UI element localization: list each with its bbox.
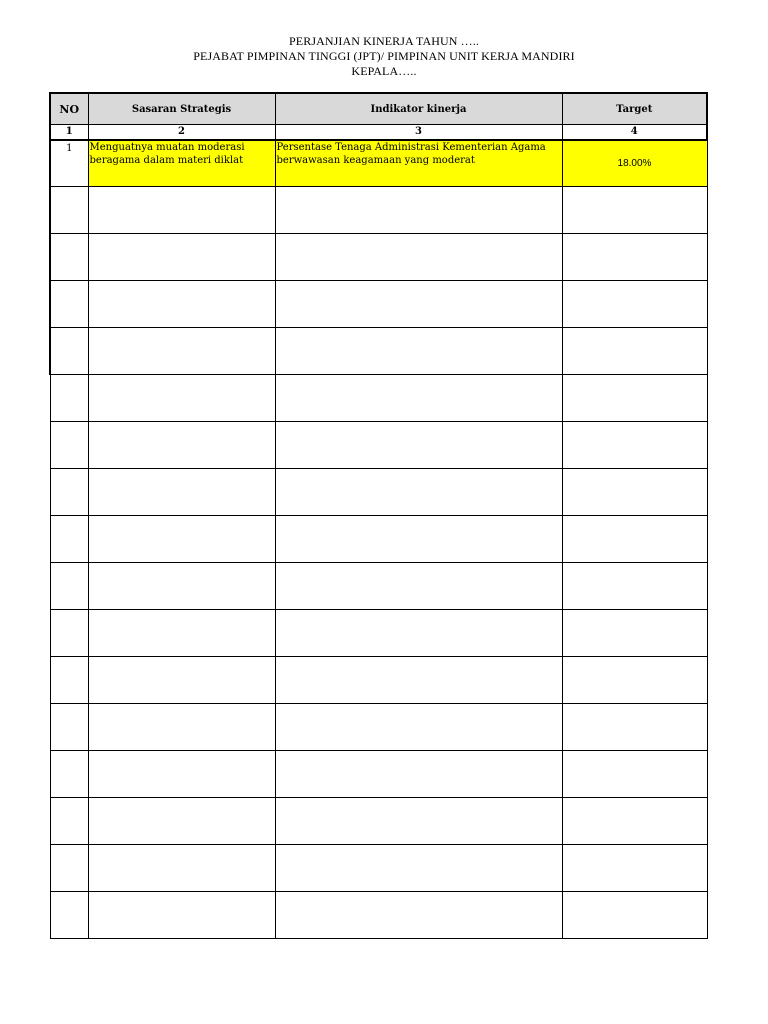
empty-cell — [275, 704, 562, 751]
empty-cell — [88, 563, 275, 610]
doc-title-line-1: PERJANJIAN KINERJA TAHUN ….. — [289, 34, 479, 48]
column-number-3: 3 — [275, 125, 562, 141]
empty-cell — [275, 469, 562, 516]
empty-cell — [562, 704, 707, 751]
row-indikator-kinerja: Persentase Tenaga Administrasi Kementerian Agama berwawasan keagamaan yang moderat — [275, 140, 562, 187]
empty-cell — [562, 234, 707, 281]
header-target: Target — [562, 93, 707, 125]
empty-cell — [50, 704, 88, 751]
empty-cell — [50, 422, 88, 469]
empty-cell — [275, 845, 562, 892]
table-row — [50, 516, 707, 563]
table-row — [50, 657, 707, 704]
empty-cell — [88, 516, 275, 563]
empty-cell — [50, 281, 88, 328]
empty-cell — [50, 610, 88, 657]
column-number-2: 2 — [88, 125, 275, 141]
empty-cell — [275, 751, 562, 798]
empty-cell — [50, 563, 88, 610]
empty-cell — [275, 798, 562, 845]
empty-cell — [562, 798, 707, 845]
row-no: 1 — [50, 140, 88, 187]
table-row — [50, 234, 707, 281]
table-row — [50, 845, 707, 892]
empty-cell — [88, 892, 275, 939]
header-indikator-kinerja: Indikator kinerja — [275, 93, 562, 125]
empty-cell — [562, 845, 707, 892]
row-target: 18.00% — [562, 140, 707, 187]
empty-cell — [562, 657, 707, 704]
empty-cell — [275, 281, 562, 328]
table-header-row — [50, 93, 707, 125]
empty-cell — [275, 563, 562, 610]
header-no: NO — [50, 93, 88, 125]
empty-cell — [50, 375, 88, 422]
empty-cell — [88, 845, 275, 892]
empty-cell — [562, 516, 707, 563]
empty-cell — [275, 892, 562, 939]
empty-cell — [88, 281, 275, 328]
empty-cell — [88, 187, 275, 234]
table-row — [50, 610, 707, 657]
empty-cell — [50, 657, 88, 704]
doc-title-line-2: PEJABAT PIMPINAN TINGGI (JPT)/ PIMPINAN UNIT KERJA MANDIRI — [193, 49, 575, 63]
empty-cell — [275, 328, 562, 375]
empty-cell — [50, 751, 88, 798]
empty-cell — [275, 657, 562, 704]
table-row — [50, 281, 707, 328]
empty-cell — [562, 187, 707, 234]
table-row — [50, 187, 707, 234]
empty-cell — [50, 469, 88, 516]
table-row — [50, 563, 707, 610]
empty-cell — [275, 234, 562, 281]
performance-table — [49, 92, 708, 939]
empty-cell — [50, 234, 88, 281]
empty-cell — [88, 798, 275, 845]
table-row — [50, 328, 707, 375]
column-number-row — [50, 125, 707, 141]
empty-cell — [88, 704, 275, 751]
empty-cell — [562, 563, 707, 610]
empty-cell — [88, 328, 275, 375]
empty-cell — [50, 892, 88, 939]
empty-cell — [562, 281, 707, 328]
header-sasaran-strategis: Sasaran Strategis — [88, 93, 275, 125]
empty-cell — [275, 375, 562, 422]
empty-cell — [562, 469, 707, 516]
empty-cell — [88, 610, 275, 657]
empty-cell — [50, 798, 88, 845]
table-row — [50, 892, 707, 939]
empty-cell — [275, 187, 562, 234]
empty-cell — [88, 657, 275, 704]
empty-cell — [562, 610, 707, 657]
empty-cell — [562, 751, 707, 798]
empty-cell — [50, 187, 88, 234]
table-row — [50, 375, 707, 422]
table-row — [50, 469, 707, 516]
empty-cell — [562, 422, 707, 469]
empty-cell — [88, 422, 275, 469]
empty-cell — [50, 328, 88, 375]
column-number-1: 1 — [50, 125, 88, 141]
table-row — [50, 140, 707, 187]
empty-cell — [275, 422, 562, 469]
doc-title-line-3: KEPALA….. — [351, 64, 417, 78]
empty-cell — [275, 516, 562, 563]
empty-cell — [88, 469, 275, 516]
empty-cell — [50, 516, 88, 563]
table-row — [50, 751, 707, 798]
empty-cell — [50, 845, 88, 892]
table-row — [50, 704, 707, 751]
table-row — [50, 798, 707, 845]
empty-cell — [562, 328, 707, 375]
column-number-4: 4 — [562, 125, 707, 141]
empty-cell — [562, 892, 707, 939]
empty-cell — [88, 234, 275, 281]
empty-cell — [275, 610, 562, 657]
empty-cell — [562, 375, 707, 422]
empty-cell — [88, 375, 275, 422]
table-row — [50, 422, 707, 469]
row-sasaran-strategis: Menguatnya muatan moderasi beragama dalam materi diklat — [88, 140, 275, 187]
empty-cell — [88, 751, 275, 798]
